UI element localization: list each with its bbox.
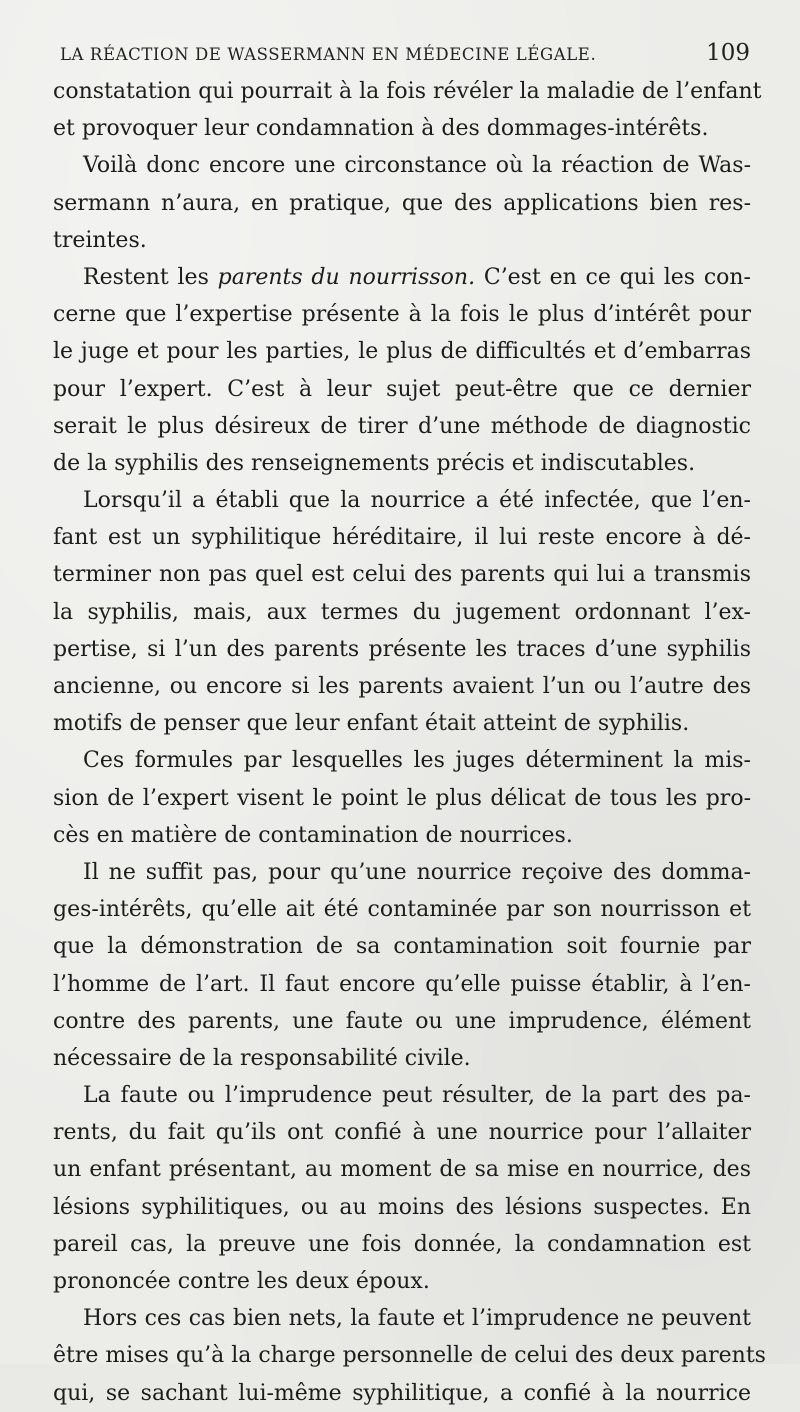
- text-line: Voilà donc encore une circonstance où la réaction de Was-: [83, 153, 751, 179]
- text-line: l’homme de l’art. Il faut encore qu’elle puisse établir, à l’en-: [53, 971, 751, 997]
- text-line: rents, du fait qu’ils ont confié à une nourrice pour l’allaiter: [53, 1120, 751, 1146]
- text-line: de la syphilis des renseignements précis et indiscutables.: [53, 450, 696, 476]
- text-line: cerne que l’expertise présente à la fois le plus d’intérêt pour: [53, 302, 751, 328]
- text-line: ancienne, ou encore si les parents avaient l’un ou l’autre des: [53, 674, 751, 699]
- text-line: contre des parents, une faute ou une imprudence, élément: [53, 1008, 751, 1034]
- italic-phrase: parents du nourrisson.: [217, 264, 476, 290]
- text-line: treintes.: [53, 227, 147, 253]
- text-line: et provoquer leur condamnation à des dommages-intérêts.: [53, 116, 709, 142]
- text-line: motifs de penser que leur enfant était atteint de syphilis.: [53, 711, 690, 737]
- text-line: ges-intérêts, qu’elle ait été contaminée par son nourrisson et: [53, 897, 751, 923]
- text-line: Il ne suffit pas, pour qu’une nourrice reçoive des domma-: [83, 859, 751, 885]
- text-line: nécessaire de la responsabilité civile.: [53, 1045, 471, 1071]
- text-line: pertise, si l’un des parents présente les traces d’une syphilis: [53, 636, 751, 662]
- text-line: sermann n’aura, en pratique, que des applications bien res-: [53, 190, 751, 216]
- text-line: sion de l’expert visent le point le plus délicat de tous les pro-: [53, 785, 751, 811]
- text-line: cès en matière de contamination de nourrices.: [53, 822, 573, 848]
- text-line: Hors ces cas bien nets, la faute et l’imprudence ne peuvent: [83, 1306, 751, 1332]
- running-title: LA RÉACTION DE WASSERMANN EN MÉDECINE LÉGALE.: [60, 45, 597, 64]
- body-text: [53, 73, 766, 1412]
- text-line: que la démonstration de sa contamination soit fournie par: [53, 934, 751, 960]
- text-line: qui, se sachant lui-même syphilitique, a confié à la nourrice: [53, 1380, 751, 1406]
- text-line: le juge et pour les parties, le plus de difficultés et d’embarras: [53, 339, 751, 365]
- text-line: lésions syphilitiques, ou au moins des lésions suspectes. En: [53, 1194, 751, 1220]
- text-line: [53, 259, 751, 296]
- text-line: un enfant présentant, au moment de sa mise en nourrice, des: [53, 1157, 751, 1183]
- text-line: constatation qui pourrait à la fois révéler la maladie de l’enfant: [53, 79, 762, 104]
- text-line: prononcée contre les deux époux.: [53, 1269, 430, 1294]
- text-line: La faute ou l’imprudence peut résulter, de la part des pa-: [83, 1083, 751, 1109]
- text-line: Ces formules par lesquelles les juges déterminent la mis-: [83, 748, 751, 774]
- text-fragment: C’est en ce qui les con-: [483, 264, 751, 290]
- text-line: pour l’expert. C’est à leur sujet peut-être que ce dernier: [53, 376, 751, 402]
- text-line: serait le plus désireux de tirer d’une méthode de diagnostic: [53, 413, 751, 439]
- text-line: fant est un syphilitique héréditaire, il lui reste encore à dé-: [53, 525, 751, 551]
- text-line: terminer non pas quel est celui des parents qui lui a transmis: [53, 562, 751, 588]
- page-number: 109: [706, 40, 750, 66]
- text-line: pareil cas, la preuve une fois donnée, la condamnation est: [53, 1231, 751, 1257]
- text-line: être mises qu’à la charge personnelle de celui des deux parents: [53, 1343, 766, 1369]
- text-fragment: Restent les: [83, 264, 209, 290]
- text-line: Lorsqu’il a établi que la nourrice a été infectée, que l’en-: [83, 488, 751, 514]
- text-line: la syphilis, mais, aux termes du jugement ordonnant l’ex-: [53, 599, 751, 625]
- running-header: [60, 40, 750, 76]
